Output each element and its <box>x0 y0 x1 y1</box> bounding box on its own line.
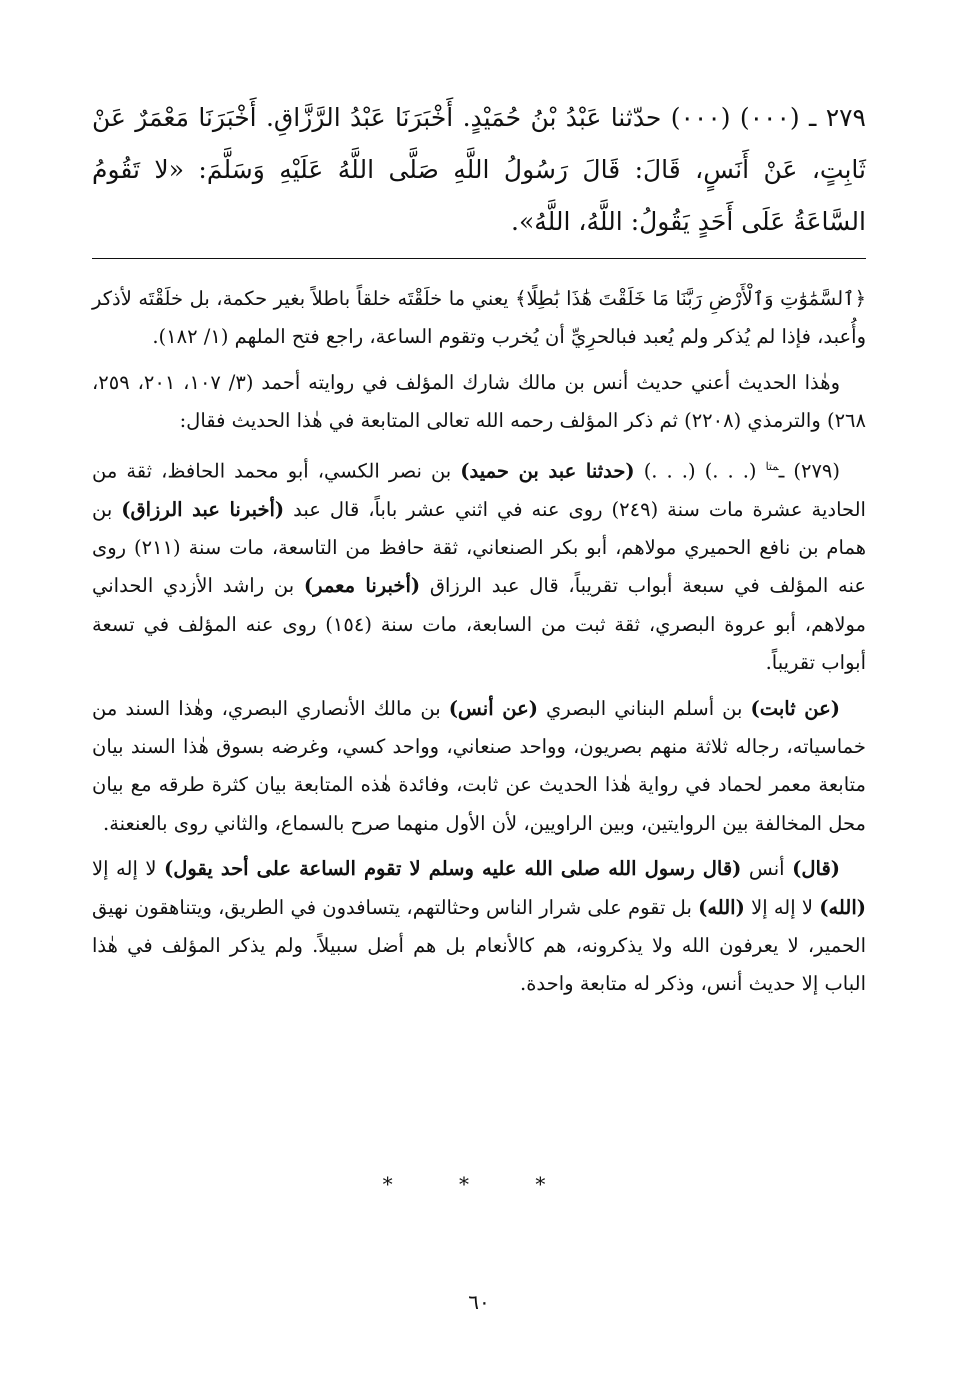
text-run: بن مالك الأنصاري البصري، وهٰذا السند من خماسياته، رجاله ثلاثة منهم بصريون، وواحد صنعاني، وواحد كسي، وغرضه بسوق هٰذا السند بيان متابعة معمر لحماد في رواية هٰذا الحديث عن ثابت، وفائدة هٰذه المتابعة بيان كثرة طرقه مع بيان محل المخالفة بين الروايتين، وبين الراويين، لأن الأول منهما صرح بالسماع، والثاني روى بالعنعنة. <box>92 696 866 835</box>
text-run: أنس <box>741 857 793 881</box>
commentary-paragraph-3 <box>92 448 866 683</box>
commentary-paragraph-5 <box>92 850 866 1004</box>
text-run: بن نصر الكسي، أبو محمد الحافظ، ثقة من الحادية عشرة مات سنة (٢٤٩) روى عنه في اثني عشر باباً، قال عبد <box>92 459 866 521</box>
hadith-paragraph: ٢٧٩ ـ (٠٠٠) (٠٠٠) حدّثنا عَبْدُ بْنُ حُمَيْدٍ. أَخْبَرَنَا عَبْدُ الرَّزَّاقِ. أَخْبَرَنَا مَعْمَرٌ عَنْ ثَابِتٍ، عَنْ أَنَسٍ، قَالَ: قَالَ رَسُولُ اللَّهِ صَلَّى اللَّهُ عَلَيْهِ وَسَلَّمَ: «لا تَقُومُ السَّاعَةُ عَلَى أَحَدٍ يَقُولُ: اللَّهُ، اللَّهُ». <box>92 103 866 236</box>
footnote-divider <box>92 258 866 259</box>
narrator-quote: (عن أنس) <box>448 696 538 720</box>
commentary-block <box>92 280 866 1011</box>
text-run: لا إله إلا <box>744 895 820 919</box>
commentary-paragraph-4 <box>92 690 866 844</box>
narrator-quote: (حدثنا عبد بن حميد) <box>460 459 635 483</box>
hadith-quote: (الله) <box>698 895 745 919</box>
hadith-text-block <box>92 92 866 248</box>
text-run: لا إله إلا <box>92 857 164 881</box>
text-run: بل تقوم على شرار الناس وحثالتهم، يتسافدون في الطريق، ويتناهقون نهيق الحمير، لا يعرفون الله ولا يذكرونه، هم كالأنعام بل هم أضل سبيلاً. ولم يذكر المؤلف في هٰذا الباب إلا حديث أنس، وذكر له متابعة واحدة. <box>92 895 866 996</box>
hadith-quote: (قال رسول الله صلى الله عليه وسلم لا تقوم الساعة على أحد يقول) <box>164 857 742 881</box>
text-run: (. . .) (. . .) <box>634 459 766 483</box>
hadith-quote: (الله) <box>819 895 866 919</box>
commentary-paragraph-1: ﴿ٱلسَّمَٰوَٰتِ وَٱلْأَرْضِ رَبَّنَا مَا خَلَقْتَ هَٰذَا بَٰطِلًا﴾ يعني ما خلَقْتَه خلقاً باطلاً بغير حكمة، بل خلَقْتَه لأذكر وأُعبد، فإذا لم يُذكر ولم يُعبد فبالحرِيِّ أن يُخرب وتقوم الساعة، راجع فتح الملهم (١/ ١٨٢). <box>92 287 866 349</box>
narrator-quote: (قال) <box>792 857 840 881</box>
mutaba-mark: متا <box>765 459 779 473</box>
narrator-quote: (عن ثابت) <box>750 696 840 720</box>
text-run: بن أسلم البناني البصري <box>537 696 751 720</box>
section-separator: * * * <box>382 1172 576 1196</box>
narrator-quote: (أخبرنا معمر) <box>303 574 421 598</box>
commentary-paragraph-2: وهٰذا الحديث أعني حديث أنس بن مالك شارك المؤلف في روايته أحمد (٣/ ١٠٧، ٢٠١، ٢٥٩، ٢٦٨) والترمذي (٢٢٠٨) ثم ذكر المؤلف رحمه الله تعالى المتابعة في هٰذا الحديث فقال: <box>92 370 866 433</box>
hadith-number-ref: (٢٧٩) ـ <box>778 459 840 483</box>
narrator-quote: (أخبرنا عبد الرزاق) <box>121 497 285 521</box>
text-run: بن همام بن نافع الحميري مولاهم، أبو بكر الصنعاني، ثقة حافظ من التاسعة، مات سنة (٢١١) روى عنه المؤلف في سبعة أبواب تقريباً، قال عبد الرزاق <box>92 497 866 598</box>
page-number: ٦٠ <box>468 1290 490 1314</box>
text-run: بن راشد الأزدي الحداني مولاهم، أبو عروة البصري، ثقة ثبت من السابعة، مات سنة (١٥٤) روى عنه المؤلف في تسعة أبواب تقريباً. <box>92 574 866 675</box>
